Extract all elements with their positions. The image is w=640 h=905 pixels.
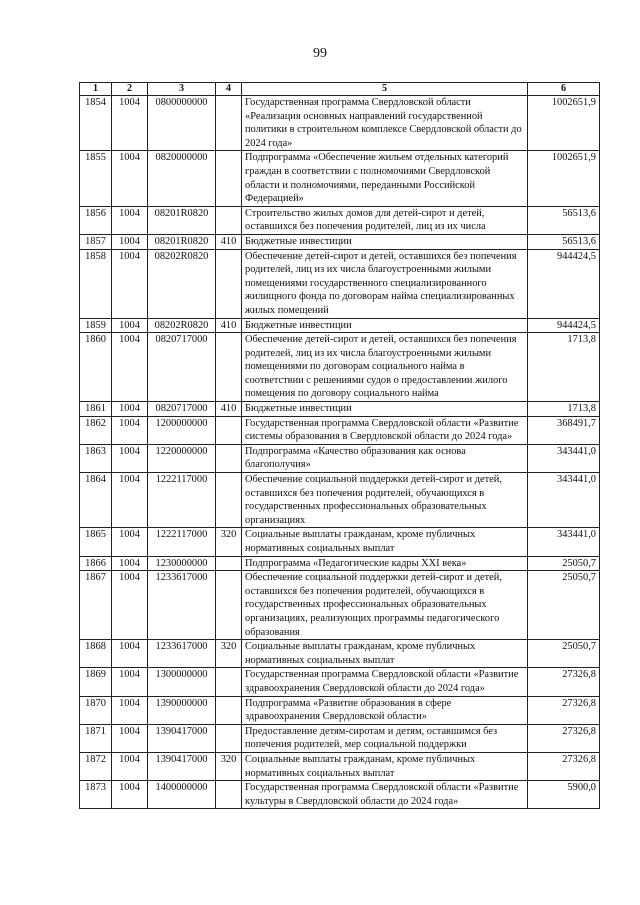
item-name: Государственная программа Свердловской области «Развитие системы образования в Свердловской области до 2024 года» xyxy=(242,416,528,444)
row-number: 1869 xyxy=(80,668,112,696)
target-article-code: 1200000000 xyxy=(148,416,216,444)
row-number: 1855 xyxy=(80,151,112,206)
expense-type-code: 410 xyxy=(216,402,242,417)
expense-type-code: 320 xyxy=(216,752,242,780)
section-code: 1004 xyxy=(112,416,148,444)
expense-type-code xyxy=(216,444,242,472)
amount: 1002651,9 xyxy=(528,151,600,206)
expense-type-code xyxy=(216,668,242,696)
amount: 343441,0 xyxy=(528,473,600,528)
section-code: 1004 xyxy=(112,249,148,318)
target-article-code: 0820000000 xyxy=(148,151,216,206)
table-row xyxy=(80,752,600,780)
expense-type-code xyxy=(216,781,242,809)
table-row xyxy=(80,206,600,234)
target-article-code: 1390417000 xyxy=(148,752,216,780)
budget-table xyxy=(79,82,600,809)
amount: 56513,6 xyxy=(528,234,600,249)
row-number: 1864 xyxy=(80,473,112,528)
item-name: Подпрограмма «Развитие образования в сфере здравоохранения Свердловской области» xyxy=(242,696,528,724)
item-name: Социальные выплаты гражданам, кроме публичных нормативных социальных выплат xyxy=(242,752,528,780)
row-number: 1857 xyxy=(80,234,112,249)
item-name: Бюджетные инвестиции xyxy=(242,402,528,417)
section-code: 1004 xyxy=(112,724,148,752)
target-article-code: 1220000000 xyxy=(148,444,216,472)
row-number: 1867 xyxy=(80,571,112,640)
expense-type-code xyxy=(216,416,242,444)
item-name: Обеспечение детей-сирот и детей, оставшихся без попечения родителей, лиц из их числа благоустроенными жилыми помещениями по договорам социального найма в соответствии с решениями судов о предоставлении жилого помещения по договору социального найма xyxy=(242,333,528,402)
section-code: 1004 xyxy=(112,444,148,472)
column-header: 3 xyxy=(148,83,216,96)
section-code: 1004 xyxy=(112,234,148,249)
section-code: 1004 xyxy=(112,402,148,417)
table-row xyxy=(80,640,600,668)
table-row xyxy=(80,528,600,556)
row-number: 1871 xyxy=(80,724,112,752)
table-row xyxy=(80,556,600,571)
amount: 56513,6 xyxy=(528,206,600,234)
row-number: 1866 xyxy=(80,556,112,571)
target-article-code: 1390000000 xyxy=(148,696,216,724)
column-header: 4 xyxy=(216,83,242,96)
target-article-code: 1222117000 xyxy=(148,528,216,556)
column-header: 5 xyxy=(242,83,528,96)
table-row xyxy=(80,249,600,318)
table-row xyxy=(80,96,600,151)
item-name: Подпрограмма «Обеспечение жильем отдельных категорий граждан в соответствии с полномочиями Свердловской области и полномочиями, переданными Российской Федерацией» xyxy=(242,151,528,206)
amount: 944424,5 xyxy=(528,249,600,318)
section-code: 1004 xyxy=(112,528,148,556)
section-code: 1004 xyxy=(112,752,148,780)
amount: 27326,8 xyxy=(528,752,600,780)
section-code: 1004 xyxy=(112,696,148,724)
item-name: Подпрограмма «Качество образования как основа благополучия» xyxy=(242,444,528,472)
amount: 1002651,9 xyxy=(528,96,600,151)
table-header-row xyxy=(80,83,600,96)
item-name: Обеспечение социальной поддержки детей-сирот и детей, оставшихся без попечения родителей, обучающихся в государственных профессиональных образовательных организациях, реализующих программы педагогического образования xyxy=(242,571,528,640)
table-row xyxy=(80,696,600,724)
item-name: Государственная программа Свердловской области «Развитие здравоохранения Свердловской области до 2024 года» xyxy=(242,668,528,696)
item-name: Предоставление детям-сиротам и детям, оставшимся без попечения родителей, мер социальной поддержки xyxy=(242,724,528,752)
amount: 27326,8 xyxy=(528,696,600,724)
amount: 1713,8 xyxy=(528,402,600,417)
table-row xyxy=(80,234,600,249)
target-article-code: 1390417000 xyxy=(148,724,216,752)
amount: 343441,0 xyxy=(528,528,600,556)
section-code: 1004 xyxy=(112,668,148,696)
target-article-code: 1233617000 xyxy=(148,571,216,640)
expense-type-code xyxy=(216,696,242,724)
table-row xyxy=(80,151,600,206)
table-row xyxy=(80,444,600,472)
table-row xyxy=(80,402,600,417)
item-name: Подпрограмма «Педагогические кадры XXI века» xyxy=(242,556,528,571)
amount: 27326,8 xyxy=(528,668,600,696)
item-name: Бюджетные инвестиции xyxy=(242,318,528,333)
table-row xyxy=(80,781,600,809)
expense-type-code xyxy=(216,556,242,571)
row-number: 1865 xyxy=(80,528,112,556)
item-name: Обеспечение детей-сирот и детей, оставшихся без попечения родителей, лиц из их числа благоустроенными жилыми помещениями государственного специализированного жилищного фонда по договорам найма специализированных жилых помещений xyxy=(242,249,528,318)
expense-type-code xyxy=(216,333,242,402)
expense-type-code xyxy=(216,96,242,151)
item-name: Государственная программа Свердловской области «Развитие культуры в Свердловской области до 2024 года» xyxy=(242,781,528,809)
amount: 25050,7 xyxy=(528,640,600,668)
expense-type-code xyxy=(216,206,242,234)
row-number: 1854 xyxy=(80,96,112,151)
amount: 27326,8 xyxy=(528,724,600,752)
row-number: 1872 xyxy=(80,752,112,780)
item-name: Строительство жилых домов для детей-сирот и детей, оставшихся без попечения родителей, лиц из их числа xyxy=(242,206,528,234)
amount: 5900,0 xyxy=(528,781,600,809)
table-row xyxy=(80,668,600,696)
target-article-code: 0800000000 xyxy=(148,96,216,151)
target-article-code: 1230000000 xyxy=(148,556,216,571)
item-name: Государственная программа Свердловской области «Реализация основных направлений государственной политики в строительном комплексе Свердловской области до 2024 года» xyxy=(242,96,528,151)
row-number: 1861 xyxy=(80,402,112,417)
item-name: Бюджетные инвестиции xyxy=(242,234,528,249)
target-article-code: 0820717000 xyxy=(148,402,216,417)
amount: 1713,8 xyxy=(528,333,600,402)
row-number: 1863 xyxy=(80,444,112,472)
column-header: 2 xyxy=(112,83,148,96)
target-article-code: 1300000000 xyxy=(148,668,216,696)
section-code: 1004 xyxy=(112,781,148,809)
target-article-code: 08202R0820 xyxy=(148,318,216,333)
amount: 343441,0 xyxy=(528,444,600,472)
amount: 368491,7 xyxy=(528,416,600,444)
section-code: 1004 xyxy=(112,206,148,234)
section-code: 1004 xyxy=(112,473,148,528)
section-code: 1004 xyxy=(112,318,148,333)
target-article-code: 08201R0820 xyxy=(148,234,216,249)
section-code: 1004 xyxy=(112,151,148,206)
expense-type-code: 410 xyxy=(216,318,242,333)
table-body xyxy=(80,96,600,809)
section-code: 1004 xyxy=(112,556,148,571)
expense-type-code xyxy=(216,724,242,752)
table-row xyxy=(80,571,600,640)
expense-type-code xyxy=(216,473,242,528)
item-name: Социальные выплаты гражданам, кроме публичных нормативных социальных выплат xyxy=(242,640,528,668)
amount: 25050,7 xyxy=(528,556,600,571)
target-article-code: 1400000000 xyxy=(148,781,216,809)
row-number: 1858 xyxy=(80,249,112,318)
expense-type-code: 320 xyxy=(216,528,242,556)
amount: 944424,5 xyxy=(528,318,600,333)
target-article-code: 08202R0820 xyxy=(148,249,216,318)
table-row xyxy=(80,333,600,402)
page-number: 99 xyxy=(313,46,327,61)
column-header: 1 xyxy=(80,83,112,96)
item-name: Социальные выплаты гражданам, кроме публичных нормативных социальных выплат xyxy=(242,528,528,556)
target-article-code: 1233617000 xyxy=(148,640,216,668)
section-code: 1004 xyxy=(112,96,148,151)
row-number: 1862 xyxy=(80,416,112,444)
row-number: 1856 xyxy=(80,206,112,234)
table-row xyxy=(80,318,600,333)
row-number: 1870 xyxy=(80,696,112,724)
item-name: Обеспечение социальной поддержки детей-сирот и детей, оставшихся без попечения родителей, обучающихся в государственных профессиональных образовательных организациях xyxy=(242,473,528,528)
expense-type-code xyxy=(216,151,242,206)
row-number: 1860 xyxy=(80,333,112,402)
row-number: 1868 xyxy=(80,640,112,668)
expense-type-code xyxy=(216,249,242,318)
section-code: 1004 xyxy=(112,571,148,640)
row-number: 1859 xyxy=(80,318,112,333)
table-row xyxy=(80,416,600,444)
column-header: 6 xyxy=(528,83,600,96)
target-article-code: 1222117000 xyxy=(148,473,216,528)
amount: 25050,7 xyxy=(528,571,600,640)
row-number: 1873 xyxy=(80,781,112,809)
table-row xyxy=(80,724,600,752)
expense-type-code: 320 xyxy=(216,640,242,668)
target-article-code: 08201R0820 xyxy=(148,206,216,234)
table-row xyxy=(80,473,600,528)
section-code: 1004 xyxy=(112,640,148,668)
expense-type-code xyxy=(216,571,242,640)
target-article-code: 0820717000 xyxy=(148,333,216,402)
section-code: 1004 xyxy=(112,333,148,402)
expense-type-code: 410 xyxy=(216,234,242,249)
